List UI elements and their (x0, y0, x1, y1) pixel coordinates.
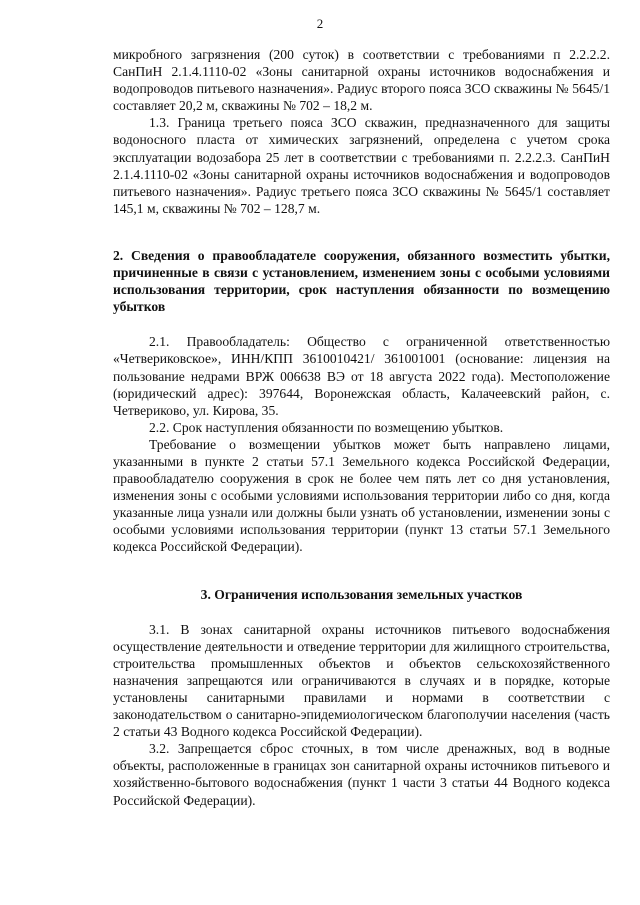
paragraph-1-3: 1.3. Граница третьего пояса ЗСО скважин, предназначенного для защиты водоносного пласта от химических загрязнений, определена с учетом срока эксплуатации водозабора 25 лет в соответствии с требованиями п. 2.2.2.3. СанПиН 2.1.4.1110-02 «Зоны санитарной охраны источников водоснабжения и водопроводов питьевого назначения». Радиус третьего пояса ЗСО скважины № 5645/1 составляет 145,1 м, скважины № 702 – 128,7 м. (113, 115, 610, 216)
paragraph-2-2-text: Требование о возмещении убытков может быть направлено лицами, указанными в пункте 2 статьи 57.1 Земельного кодекса Российской Федерации, правообладателю сооружения в срок не более чем пять лет со дня установления, изменения зоны с особыми условиями использования территории либо со дня, когда указанные лица узнали или должны были узнать об установлении, изменении зоны с особыми условиями использования территории (пункт 13 статьи 57.1 Земельного кодекса Российской Федерации). (113, 436, 610, 555)
section2-heading: 2. Сведения о правообладателе сооружения, обязанного возместить убытки, причиненные в связи с установлением, изменением зоны с особыми условиями использования территории, срок наступления обязанности по возмещению убытков (113, 247, 610, 315)
paragraph-2-1: 2.1. Правообладатель: Общество с ограниченной ответственностью «Четвериковское», ИНН/КПП 3610010421/ 361001001 (основание: лицензия на пользование недрами ВРЖ 006638 ВЭ от 18 августа 2022 года). Местоположение (юридический адрес): 397644, Воронежская область, Калачеевский район, с. Четвериково, ул. Кирова, 35. (113, 334, 610, 418)
section3-heading: 3. Ограничения использования земельных участков (200, 586, 523, 602)
document-body (113, 46, 610, 809)
section1-continuation: микробного загрязнения (200 суток) в соответствии с требованиями п 2.2.2.2. СанПиН 2.1.4.1110-02 «Зоны санитарной охраны источников водоснабжения и водопроводов питьевого назначения». Радиус второго пояса ЗСО скважины № 5645/1 составляет 20,2 м, скважины № 702 – 18,2 м. (113, 47, 610, 114)
page-number: 2 (316, 16, 324, 31)
paragraph-2-2: 2.2. Срок наступления обязанности по возмещению убытков. (149, 419, 504, 435)
paragraph-3-1: 3.1. В зонах санитарной охраны источников питьевого водоснабжения осуществление деятельности и отведение территории для жилищного строительства, строительства промышленных объектов и объектов сельскохозяйственного назначения запрещаются или ограничиваются в случаях и в порядке, которые установлены санитарными правилами и нормами в соответствии с законодательством о санитарно-эпидемиологическом благополучии населения (часть 2 статьи 43 Водного кодекса Российской Федерации). (113, 621, 610, 740)
paragraph-3-2: 3.2. Запрещается сброс сточных, в том числе дренажных, вод в водные объекты, расположенные в границах зон санитарной охраны источников питьевого и хозяйственно-бытового водоснабжения (пункт 1 части 3 статьи 44 Водного кодекса Российской Федерации). (113, 741, 610, 808)
